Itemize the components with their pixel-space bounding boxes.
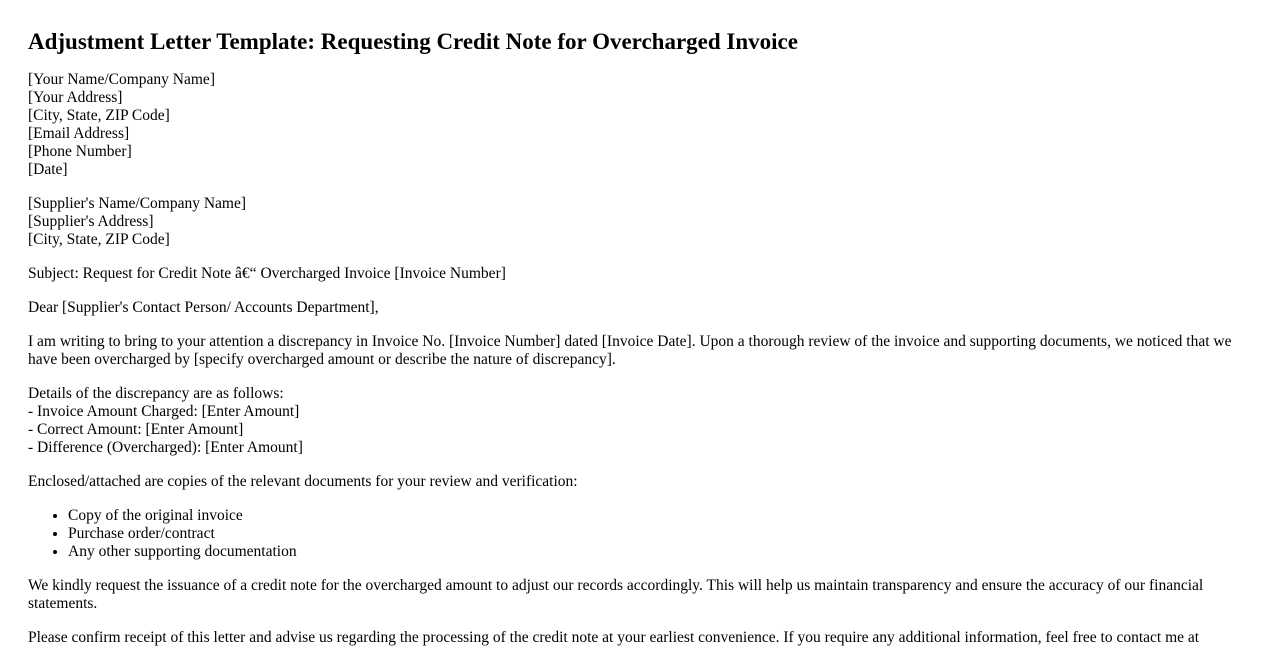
detail-item: - Difference (Overcharged): [Enter Amount] <box>28 439 303 456</box>
list-item: • Copy of the original invoice <box>68 507 1250 525</box>
sender-block <box>28 71 1250 179</box>
sender-email: [Email Address] <box>28 125 130 142</box>
details-block <box>28 385 1250 457</box>
request-paragraph: We kindly request the issuance of a credit note for the overcharged amount to adjust our records accordingly. This will help us maintain transparency and ensure the accuracy of our financial statements. <box>28 577 1204 612</box>
sender-name: [Your Name/Company Name] <box>28 71 215 88</box>
recipient-block <box>28 195 1250 249</box>
recipient-name: [Supplier's Name/Company Name] <box>28 195 247 212</box>
detail-item: - Invoice Amount Charged: [Enter Amount] <box>28 403 300 420</box>
recipient-city: [City, State, ZIP Code] <box>28 231 170 248</box>
intro-paragraph: I am writing to bring to your attention a discrepancy in Invoice No. [Invoice Number] dated [Invoice Date]. Upon a thorough review of the invoice and supporting documents, we noticed that we have been overcharged by [specify overcharged amount or describe the nature of discrepancy]. <box>28 333 1232 368</box>
sender-phone: [Phone Number] <box>28 143 132 160</box>
page-title: Adjustment Letter Template: Requesting Credit Note for Overcharged Invoice <box>28 29 798 54</box>
details-heading: Details of the discrepancy are as follows: <box>28 385 284 402</box>
list-item: • Any other supporting documentation <box>68 543 1250 561</box>
closing-paragraph: Please confirm receipt of this letter and advise us regarding the processing of the credit note at your earliest convenience. If you require any additional information, feel free to contact me at <box>28 629 1200 646</box>
recipient-address: [Supplier's Address] <box>28 213 154 230</box>
list-item: • Purchase order/contract <box>68 525 1250 543</box>
detail-item: - Correct Amount: [Enter Amount] <box>28 421 244 438</box>
enclosures-list <box>28 507 1250 561</box>
salutation: Dear [Supplier's Contact Person/ Accounts Department], <box>28 299 379 316</box>
sender-address: [Your Address] <box>28 89 123 106</box>
sender-city: [City, State, ZIP Code] <box>28 107 170 124</box>
subject-line: Subject: Request for Credit Note â€“ Overcharged Invoice [Invoice Number] <box>28 265 506 282</box>
enclosures-intro: Enclosed/attached are copies of the relevant documents for your review and verification: <box>28 473 578 490</box>
letter-date: [Date] <box>28 161 68 178</box>
